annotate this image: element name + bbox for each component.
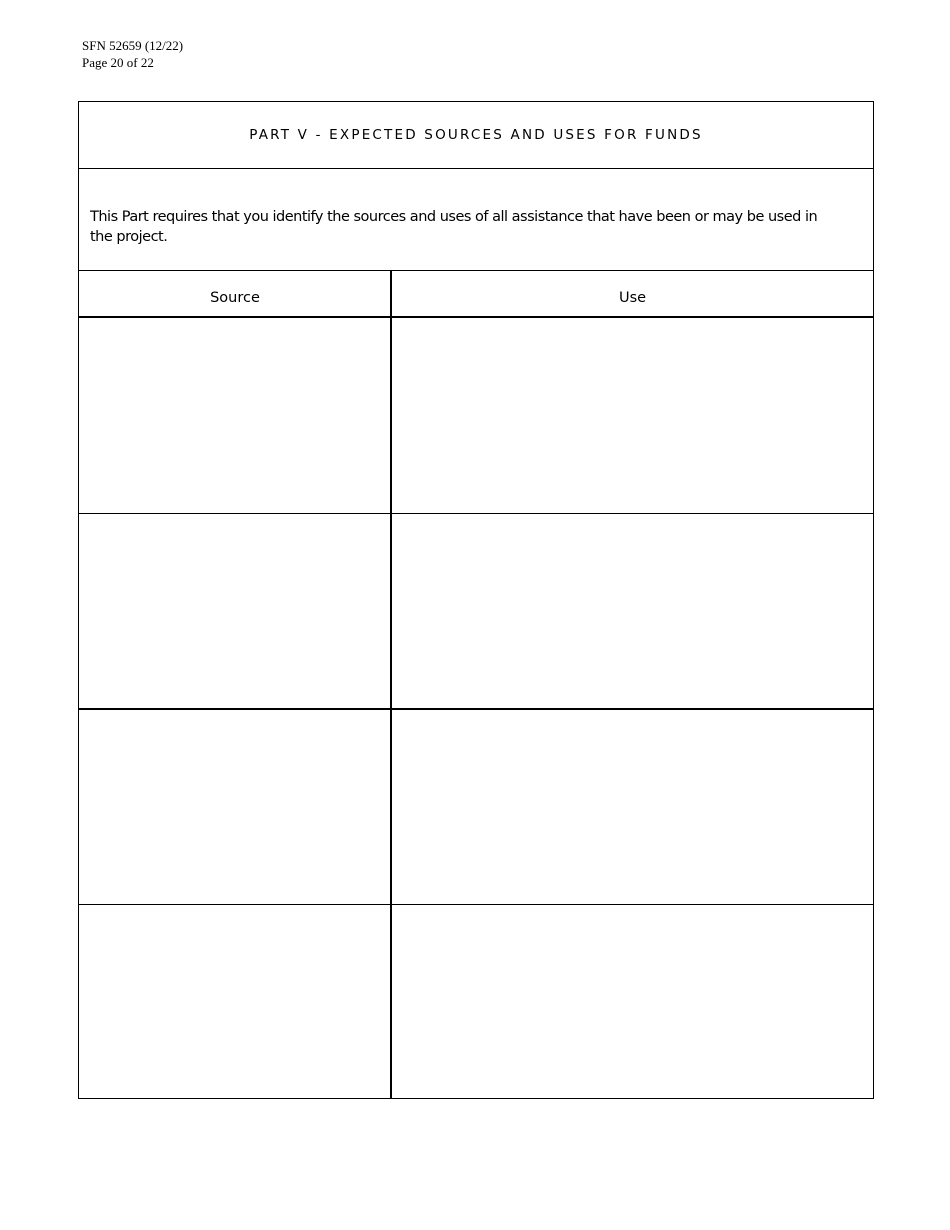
form-id: SFN 52659 (12/22)	[82, 38, 184, 53]
source-cell[interactable]	[79, 710, 390, 905]
table-row	[79, 710, 873, 905]
page-number: Page 20 of 22	[82, 55, 154, 70]
part-instructions: This Part requires that you identify the sources and uses of all assistance that have been or may be used in the project.	[79, 169, 873, 271]
column-header-use: Use	[618, 290, 647, 306]
use-cell[interactable]	[392, 710, 873, 905]
column-header-source: Source	[210, 290, 260, 306]
use-cell[interactable]	[392, 318, 873, 513]
sources-uses-table	[78, 101, 874, 1099]
use-cell[interactable]	[392, 905, 873, 1098]
source-cell[interactable]	[79, 318, 390, 513]
use-cell[interactable]	[392, 514, 873, 709]
part-title: PART V - EXPECTED SOURCES AND USES FOR FUNDS	[79, 102, 873, 169]
form-header	[82, 37, 183, 71]
source-cell[interactable]	[79, 514, 390, 709]
table-row	[79, 318, 873, 513]
table-header-row	[79, 271, 873, 318]
source-cell[interactable]	[79, 905, 390, 1098]
table-row	[79, 514, 873, 709]
table-row	[79, 905, 873, 1098]
